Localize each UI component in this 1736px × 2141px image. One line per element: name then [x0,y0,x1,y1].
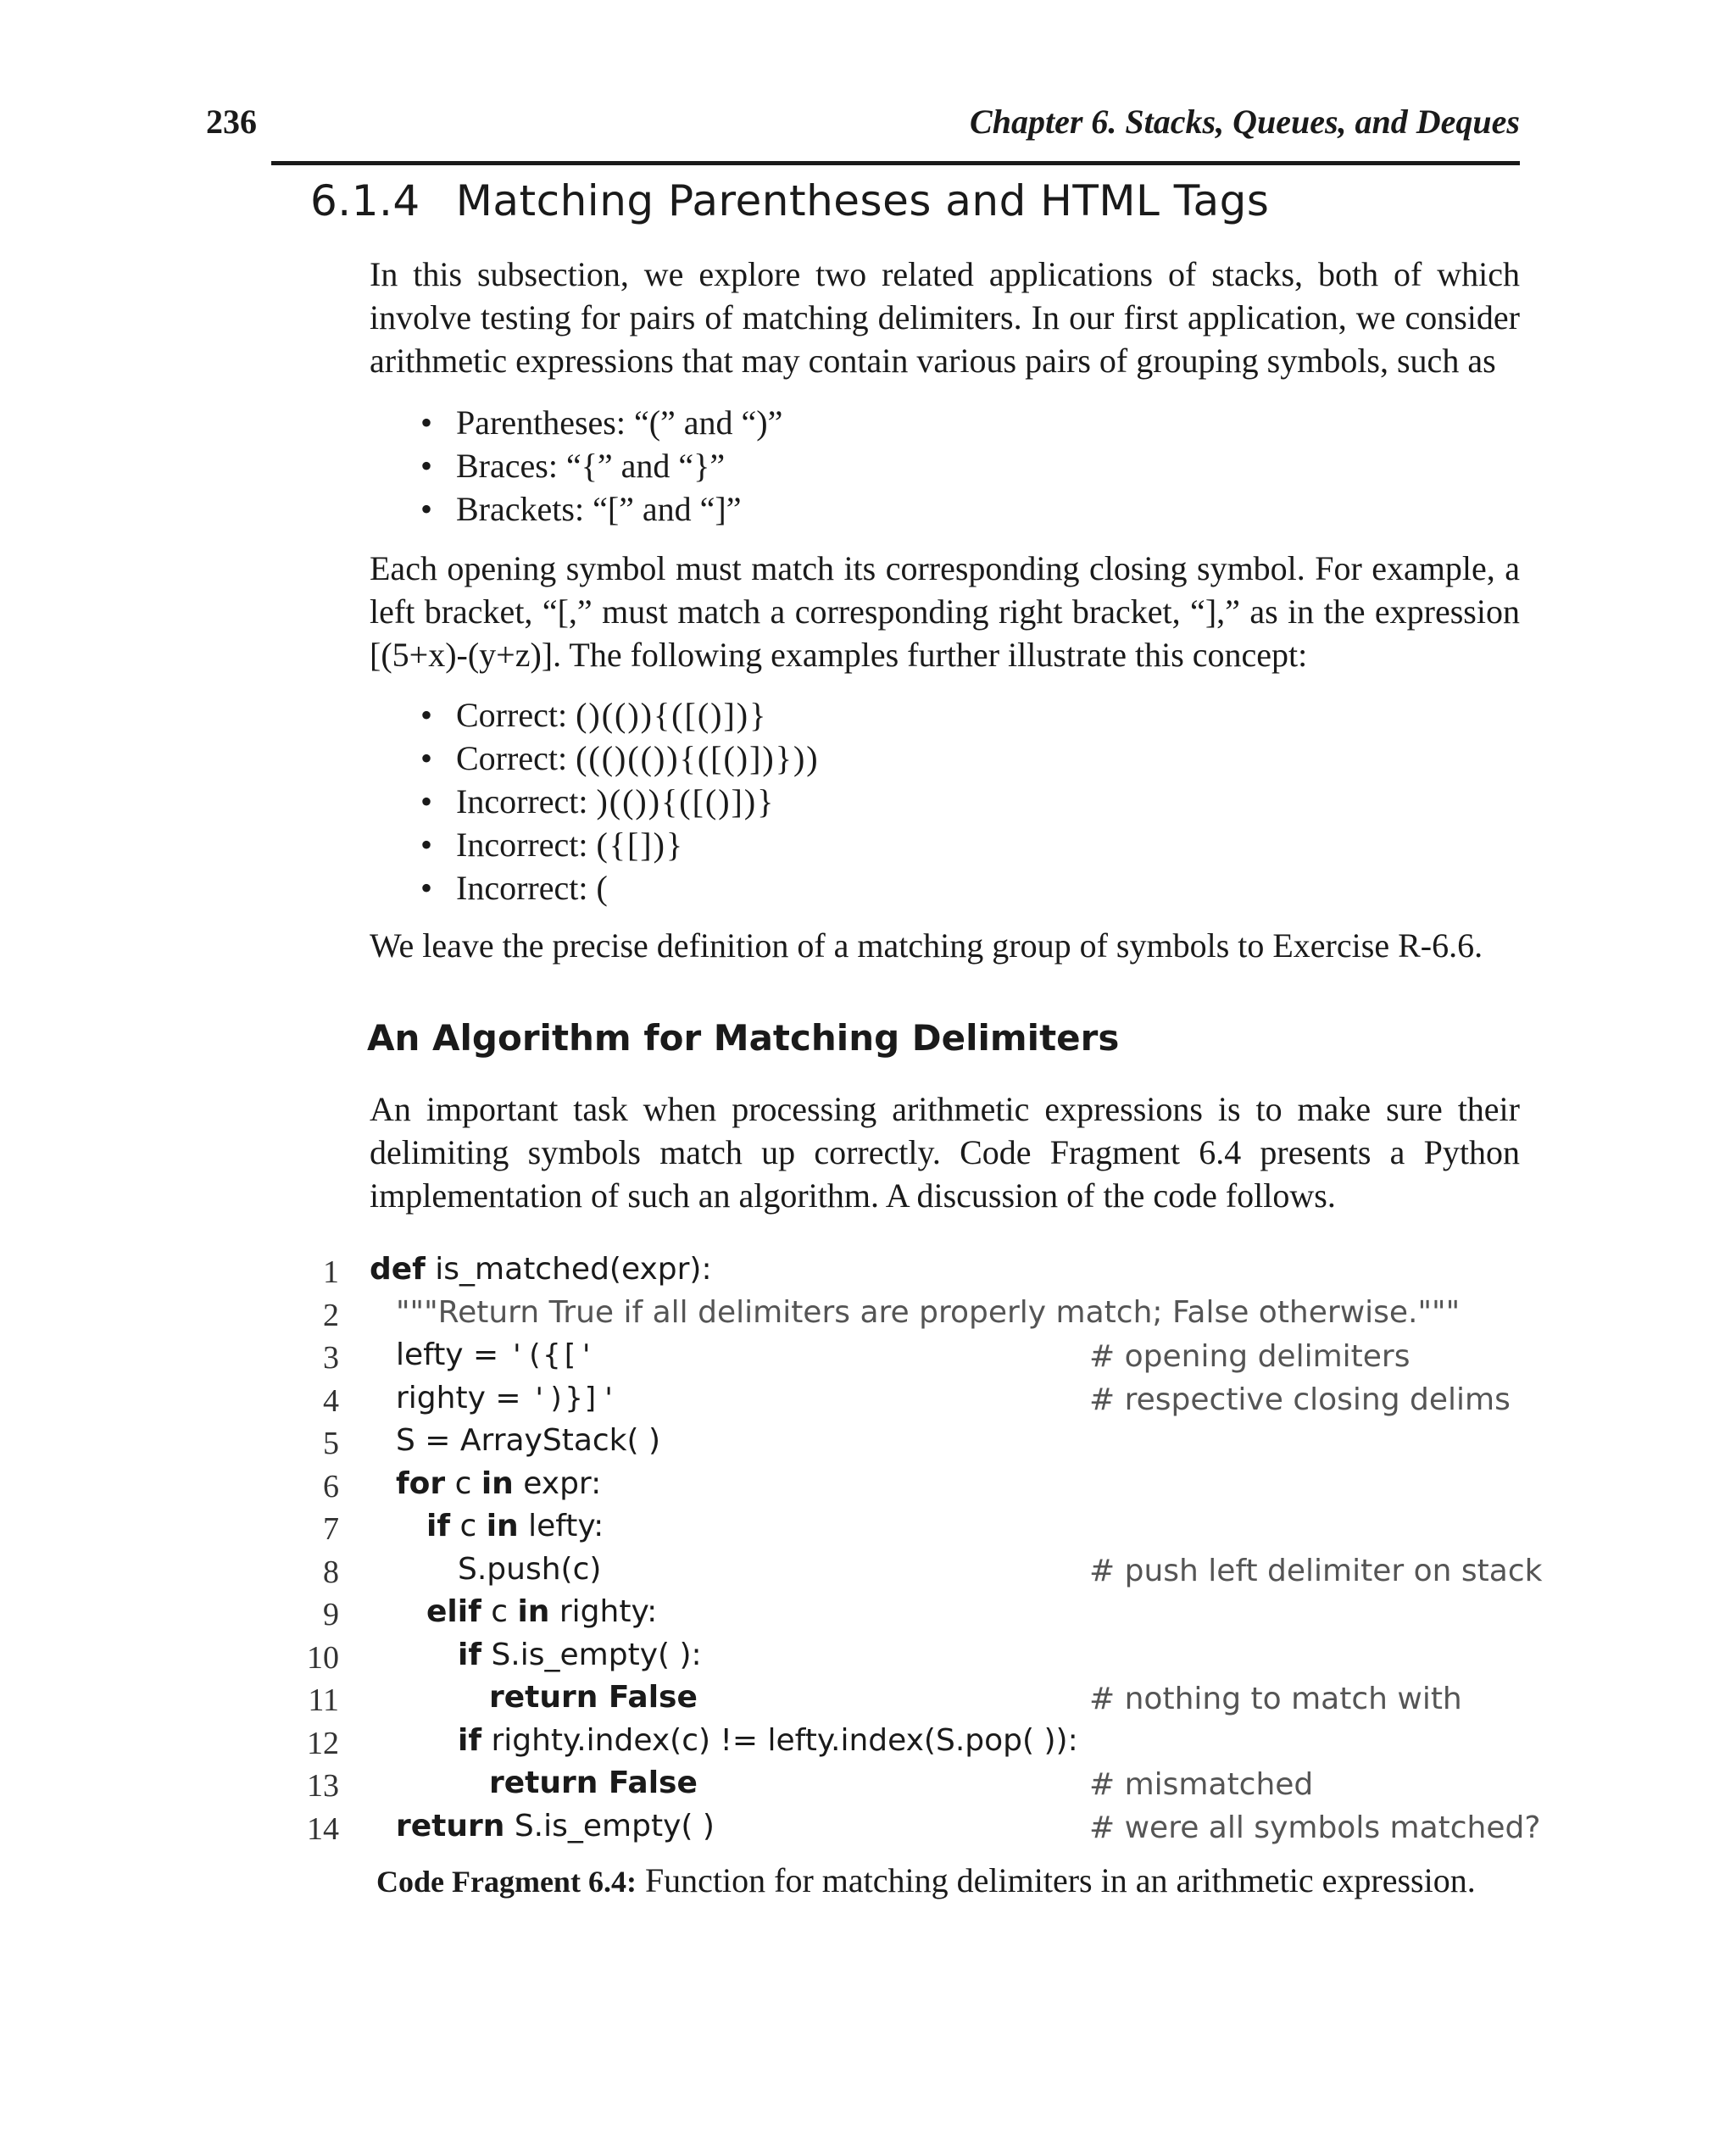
list-item [420,444,782,487]
code-segment: S.is_empty( ) [504,1808,715,1843]
code-line [288,1336,1534,1379]
exercise-paragraph [370,924,1520,967]
list-item-text: “[” and “]” [593,490,742,528]
code-text [458,1723,1078,1758]
line-number: 5 [323,1426,339,1461]
code-line [288,1678,1534,1721]
keyword: return [396,1808,505,1843]
section-title [310,176,1269,225]
example-expression: ( [596,869,609,907]
code-text: S = ArrayStack( ) [396,1423,661,1458]
caption-label: Code Fragment 6.4: [376,1865,637,1899]
code-line [288,1507,1534,1550]
code-segment: S.is_empty( ): [481,1637,702,1672]
keyword: in [517,1594,550,1629]
algorithm-paragraph-text: An important task when processing arithmetic expressions is to make sure their delimiting symbols match up correctly. Code Fragment 6.4 presents a Python implementation of such an algorithm. A discussion of the code follows. [370,1090,1520,1215]
list-item [420,401,782,444]
intro-paragraph [370,253,1520,382]
list-item [420,693,820,737]
code-fragment [288,1250,1543,1849]
line-number: 6 [323,1468,339,1504]
code-text [396,1809,715,1843]
code-segment: righty.index(c) != lefty.index(S.pop( )): [481,1722,1078,1758]
list-item-text: “(” and “)” [633,403,783,442]
line-number: 8 [323,1554,339,1590]
keyword: in [486,1509,519,1543]
code-segment: righty = [396,1380,531,1415]
code-line [288,1465,1534,1508]
keyword: return False [489,1680,698,1715]
code-text [426,1509,604,1543]
list-item-text: “{” and “}” [565,447,726,485]
example-expression: ()(()){([()])} [576,696,768,734]
keyword: return False [489,1766,698,1800]
code-text: S.push(c) [458,1551,602,1587]
code-comment: # mismatched [1089,1767,1314,1802]
running-head: Chapter 6. Stacks, Queues, and Deques [970,103,1520,141]
line-number: 3 [323,1340,339,1376]
keyword: for [396,1465,446,1501]
line-number: 13 [307,1768,339,1804]
code-comment: # push left delimiter on stack [1089,1553,1543,1588]
code-text [426,1594,657,1629]
code-comment: # opening delimiters [1089,1339,1410,1374]
page-number: 236 [206,103,257,141]
code-comment: # respective closing delims [1089,1382,1511,1417]
list-item [420,866,820,909]
example-expression: )(()){([()])} [596,782,776,820]
examples-list [420,693,820,909]
string-literal: '({[' [508,1338,596,1372]
code-segment: c [445,1465,481,1501]
example-label: Incorrect: [456,869,588,907]
code-segment: is_matched(expr): [425,1252,712,1287]
keyword: elif [426,1594,481,1629]
code-line [288,1593,1534,1636]
code-segment: c [450,1509,487,1543]
code-comment: # were all symbols matched? [1089,1810,1541,1845]
list-item [420,780,820,823]
line-number: 2 [323,1297,339,1333]
matching-paragraph [370,547,1520,676]
example-label: Correct: [456,739,568,777]
code-line [288,1807,1541,1850]
keyword: if [458,1637,482,1672]
docstring: """Return True if all delimiters are properly match; False otherwise.""" [396,1294,1461,1330]
list-item-label: Parentheses: [456,403,626,442]
list-item-label: Braces: [456,447,558,485]
line-number: 1 [323,1254,339,1290]
code-line [288,1721,1534,1765]
line-number: 4 [323,1382,339,1419]
keyword: def [370,1252,426,1287]
line-number: 7 [323,1511,339,1547]
line-number: 10 [307,1639,339,1676]
example-label: Incorrect: [456,782,588,820]
caption-text: Function for matching delimiters in an arithmetic expression. [636,1861,1476,1899]
code-segment: lefty: [518,1509,604,1543]
code-segment: lefty = [396,1337,509,1372]
line-number: 9 [323,1597,339,1632]
code-line [288,1550,1543,1593]
string-literal: ')}]' [530,1381,618,1415]
code-segment: expr: [513,1465,602,1501]
code-text [458,1638,702,1672]
code-line [288,1293,1534,1337]
code-caption [376,1860,1476,1900]
code-line [288,1379,1534,1422]
list-item-label: Brackets: [456,490,585,528]
code-line [288,1764,1534,1807]
code-comment: # nothing to match with [1089,1682,1462,1716]
grouping-symbols-list [420,401,782,531]
code-text [370,1252,712,1287]
line-number: 11 [308,1682,339,1718]
subsection-title: An Algorithm for Matching Delimiters [367,1017,1120,1059]
section-number: 6.1.4 [310,176,420,225]
matching-paragraph-text: Each opening symbol must match its corresponding closing symbol. For example, a left bracket, “[,” must match a corresponding right bracket, “],” as in the expression [(5+x)-(y+z)]. The following examples further illustrate this concept: [370,549,1520,674]
algorithm-paragraph [370,1087,1520,1217]
code-line [288,1636,1534,1679]
list-item [420,487,782,531]
intro-paragraph-text: In this subsection, we explore two related applications of stacks, both of which involve testing for pairs of matching delimiters. In our first application, we consider arithmetic expressions that may contain various pairs of grouping symbols, such as [370,255,1520,380]
exercise-paragraph-text: We leave the precise definition of a matching group of symbols to Exercise R-6.6. [370,926,1483,965]
code-text [396,1466,601,1501]
line-number: 12 [307,1725,339,1761]
header-rule [271,161,1520,165]
example-expression: ({[])} [596,826,685,864]
line-number: 14 [307,1810,339,1847]
keyword: if [426,1509,451,1543]
code-text [396,1381,617,1415]
keyword: in [481,1465,514,1501]
code-line [288,1421,1534,1465]
list-item [420,823,820,866]
example-label: Incorrect: [456,826,588,864]
page-header [206,95,1520,146]
example-label: Correct: [456,696,568,734]
code-line [288,1250,1534,1293]
list-item [420,737,820,780]
code-text [396,1337,595,1372]
code-segment: righty: [549,1594,658,1629]
keyword: if [458,1722,482,1758]
section-title-text: Matching Parentheses and HTML Tags [455,176,1270,225]
example-expression: ((()(()){([()])})) [576,739,820,777]
code-segment: c [481,1594,518,1629]
